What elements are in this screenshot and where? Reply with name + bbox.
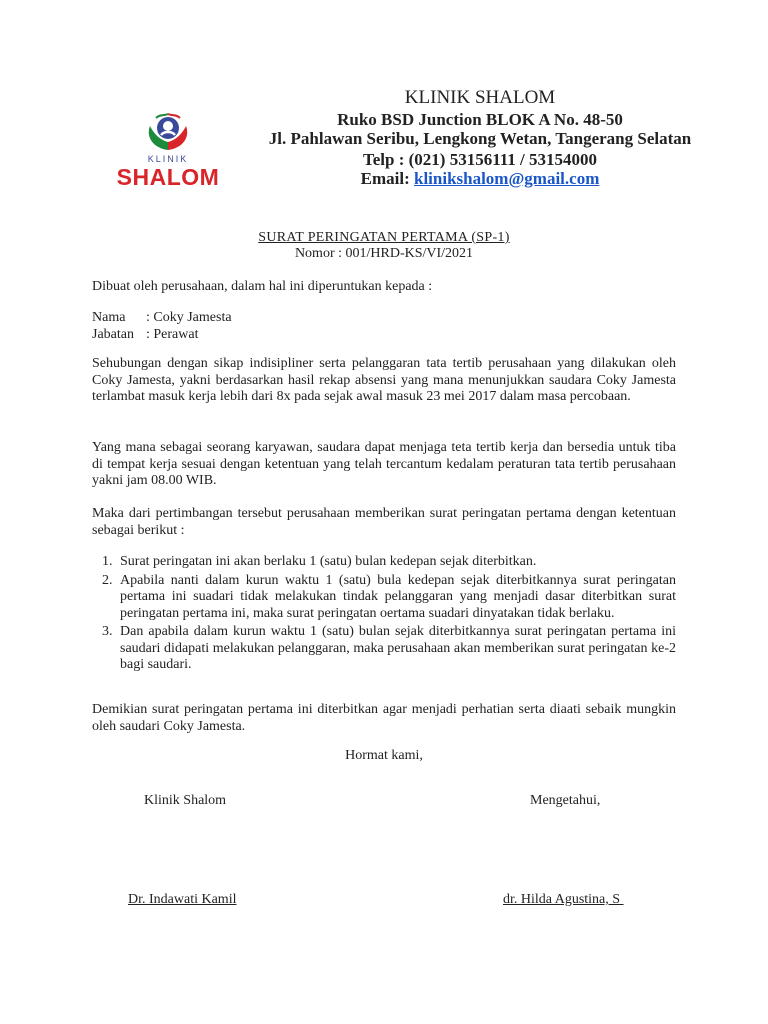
list-item-number: 3. (102, 624, 113, 639)
clinic-logo (112, 110, 224, 192)
left-signatory-org: Klinik Shalom (144, 793, 227, 808)
email-link[interactable]: klinikshalom@gmail.com (413, 169, 600, 188)
list-item (92, 554, 676, 571)
right-signatory-name: dr. Hilda Agustina, S (503, 892, 624, 907)
list-item (92, 624, 676, 674)
logo-shalom-text: SHALOM (116, 164, 220, 190)
list-item-text: Surat peringatan ini akan berlaku 1 (satu) bulan kedepan sejak diterbitkan. (120, 554, 537, 569)
list-item-number: 1. (102, 554, 113, 569)
email-line (210, 169, 750, 189)
paragraph-2: Yang mana sebagai seorang karyawan, saudara dapat menjaga teta tertib kerja dan bersedia untuk tiba di tempat kerja sesuai dengan ketentuan yang telah tercantum kedalam peraturan tata tertib perusahaan yakni jam 08.00 WIB. (92, 440, 676, 488)
address-line-1: Ruko BSD Junction BLOK A No. 48-50 (337, 110, 623, 129)
paragraph-3: Maka dari pertimbangan tersebut perusahaan memberikan surat peringatan pertama dengan ketentuan sebagai berikut : (92, 506, 676, 538)
email-label: Email: (360, 169, 414, 188)
list-item-text: Dan apabila dalam kurun waktu 1 (satu) bulan sejak diterbitkannya surat peringatan pertama ini saudari didapati melakukan pelanggaran, maka perusahaan akan memberikan surat peringatan ke-2 bagi saudari. (120, 624, 676, 672)
name-field-row (92, 310, 232, 326)
paragraph-4: Demikian surat peringatan pertama ini diterbitkan agar menjadi perhatian serta diaati sebaik mungkin oleh saudari Coky Jamesta. (92, 702, 676, 734)
letter-title: SURAT PERINGATAN PERTAMA (SP-1) (258, 230, 510, 245)
list-item-text: Apabila nanti dalam kurun waktu 1 (satu) bula kedepan sejak diterbitkannya surat peringatan pertama ini suadari tidak melakukan tindak pelanggaran yang menjadi dasar diterbitkan surat peringatan pertama ini, maka surat peringatan oertama suadari dinyatakan tidak berlaku. (120, 572, 676, 621)
list-item (92, 573, 676, 623)
name-value: : Coky Jamesta (146, 310, 232, 325)
intro-text: Dibuat oleh perusahaan, dalam hal ini diperuntukan kepada : (92, 279, 433, 294)
left-signatory-name: Dr. Indawati Kamil (128, 892, 237, 907)
right-signatory-org: Mengetahui, (530, 793, 601, 808)
address-line-2: Jl. Pahlawan Seribu, Lengkong Wetan, Tangerang Selatan (268, 129, 692, 148)
position-value: : Perawat (146, 327, 199, 342)
clinic-name: KLINIK SHALOM (404, 87, 556, 108)
logo-klinik-text: KLINIK (147, 154, 189, 164)
provisions-list (92, 554, 676, 676)
paragraph-1: Sehubungan dengan sikap indisipliner serta pelanggaran tata tertib perusahaan yang dilakukan oleh Coky Jamesta, yakni berdasarkan hasil rekap absensi yang mana menunjukkan saudara Coky Jamesta terlambat masuk kerja lebih dari 8x pada sejak awal masuk 23 mei 2017 dalam masa percobaan. (92, 356, 676, 404)
clinic-logo-icon (112, 110, 224, 154)
name-label: Nama (92, 310, 126, 325)
letter-number: Nomor : 001/HRD-KS/VI/2021 (294, 246, 474, 261)
list-item-number: 2. (102, 572, 113, 588)
position-field-row (92, 327, 198, 343)
phone-line: Telp : (021) 53156111 / 53154000 (362, 150, 598, 169)
position-label: Jabatan (92, 327, 134, 342)
closing-text: Hormat kami, (345, 748, 423, 763)
